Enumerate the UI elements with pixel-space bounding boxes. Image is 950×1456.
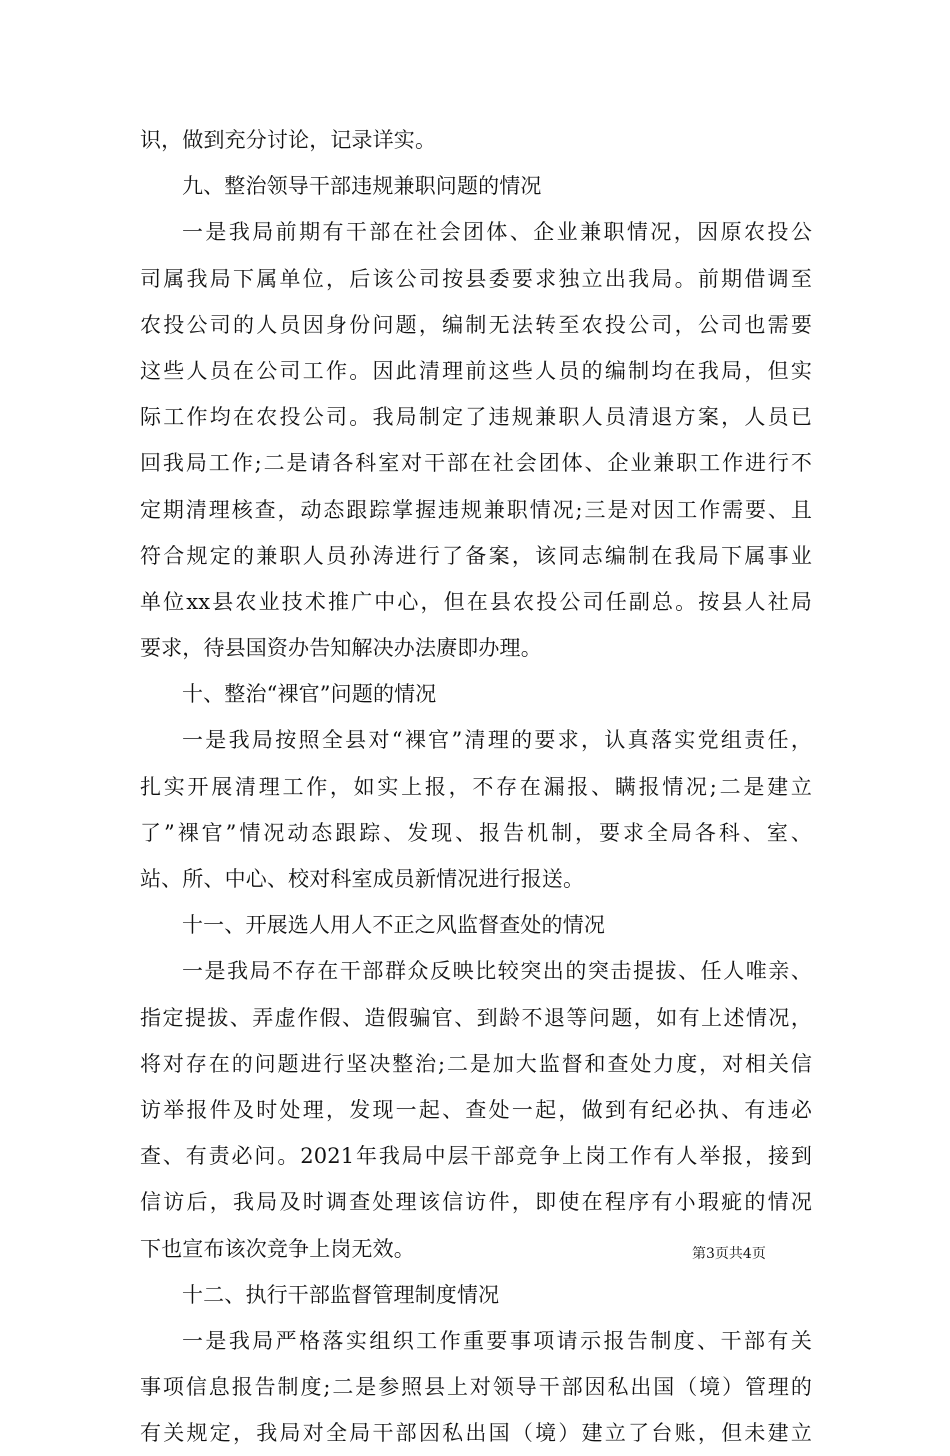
text-line: 十、整治“裸官”问题的情况 <box>182 682 437 707</box>
text-line: 下也宣布该次竞争上岗无效。 <box>140 1236 415 1261</box>
text-line: 这些人员在公司工作。因此清理前这些人员的编制均在我局，但实 <box>140 358 812 383</box>
text-line: 定期清理核查，动态跟踪掌握违规兼职情况;三是对因工作需要、且 <box>140 497 812 522</box>
text-line: 司属我局下属单位，后该公司按县委要求独立出我局。前期借调至 <box>140 266 812 291</box>
text-line: 有关规定，我局对全局干部因私出国（境）建立了台账，但未建立 <box>140 1421 812 1446</box>
text-line: 指定提拔、弄虚作假、造假骗官、到龄不退等问题，如有上述情况， <box>140 1005 812 1030</box>
text-line: 际工作均在农投公司。我局制定了违规兼职人员清退方案，人员已 <box>140 405 812 430</box>
text-line: 查、有责必问。2021年我局中层干部竞争上岗工作有人举报，接到 <box>140 1144 812 1169</box>
text-line: 回我局工作;二是请各科室对干部在社会团体、企业兼职工作进行不 <box>140 451 812 476</box>
text-line: 识，做到充分讨论，记录详实。 <box>140 128 437 152</box>
text-line: 将对存在的问题进行坚决整治;二是加大监督和查处力度，对相关信 <box>140 1051 812 1076</box>
text-line: 十一、开展选人用人不正之风监督查处的情况 <box>182 913 605 938</box>
text-line: 一是我局前期有干部在社会团体、企业兼职情况，因原农投公 <box>182 220 812 245</box>
text-line: 访举报件及时处理，发现一起、查处一起，做到有纪必执、有违必 <box>140 1097 812 1122</box>
text-line: 一是我局按照全县对“裸官”清理的要求，认真落实党组责任， <box>182 728 812 753</box>
text-line: 一是我局严格落实组织工作重要事项请示报告制度、干部有关 <box>182 1328 812 1353</box>
text-line: 扎实开展清理工作，如实上报，不存在漏报、瞒报情况;二是建立 <box>140 774 812 799</box>
text-line: 站、所、中心、校对科室成员新情况进行报送。 <box>140 867 585 891</box>
page-number: 第3页共4页 <box>692 1246 766 1262</box>
text-line: 符合规定的兼职人员孙涛进行了备案，该同志编制在我局下属事业 <box>140 543 812 568</box>
text-line: 了”裸官”情况动态跟踪、发现、报告机制，要求全局各科、室、 <box>140 820 812 845</box>
text-line: 信访后，我局及时调查处理该信访件，即使在程序有小瑕疵的情况 <box>140 1190 812 1215</box>
text-line: 十二、执行干部监督管理制度情况 <box>182 1282 500 1307</box>
text-line: 一是我局不存在干部群众反映比较突出的突击提拔、任人唯亲、 <box>182 959 812 984</box>
text-line: 九、整治领导干部违规兼职问题的情况 <box>182 174 542 199</box>
text-line: 单位xx县农业技术推广中心，但在县农投公司任副总。按县人社局 <box>140 589 812 614</box>
text-line: 事项信息报告制度;二是参照县上对领导干部因私出国（境）管理的 <box>140 1375 812 1400</box>
text-line: 农投公司的人员因身份问题，编制无法转至农投公司，公司也需要 <box>140 312 812 337</box>
text-line: 要求，待县国资办告知解决办法赓即办理。 <box>140 636 542 661</box>
